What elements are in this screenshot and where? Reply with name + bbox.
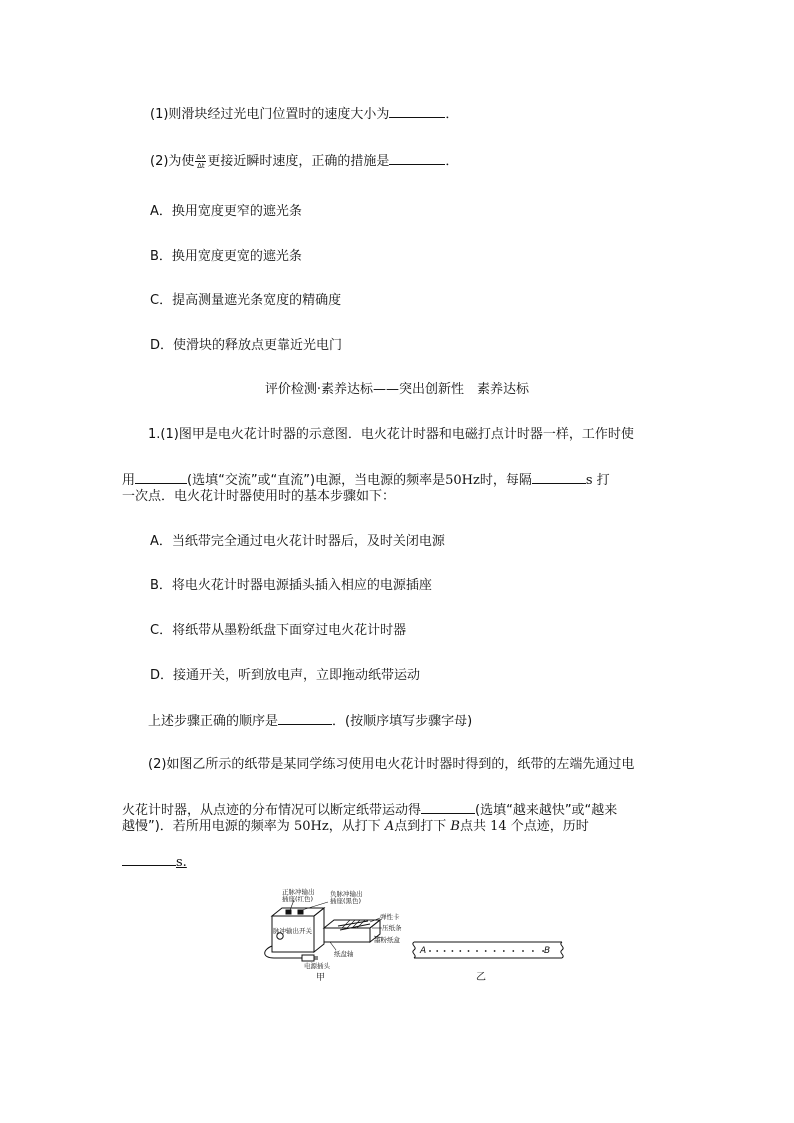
label-spring-card: 弹性卡 bbox=[380, 913, 400, 921]
tape-dot bbox=[494, 950, 496, 952]
question-text: (1)则滑块经过光电门位置时的速度大小为 bbox=[150, 107, 390, 122]
timer-box-side bbox=[314, 908, 324, 952]
tape-dot bbox=[476, 950, 478, 952]
question-text: 火花计时器，从点迹的分布情况可以断定纸带运动得 bbox=[122, 803, 422, 818]
question-text: 上述步骤正确的顺序是 bbox=[148, 714, 279, 729]
label-toner-disc: 墨粉纸盒 bbox=[374, 936, 400, 944]
tape-dot bbox=[485, 950, 487, 952]
frequency-value: 50Hz bbox=[293, 819, 329, 834]
point-label: A bbox=[384, 819, 395, 834]
label-press-strip: 压纸条 bbox=[382, 924, 402, 932]
question-text: 个点迹，历时 bbox=[510, 819, 589, 834]
question-text: 越慢”)．若所用电源的频率为 bbox=[122, 819, 290, 834]
q2-line-3 bbox=[122, 818, 589, 836]
question-part-1 bbox=[150, 104, 458, 124]
caption-jia: 甲 bbox=[316, 973, 326, 983]
tape-dot bbox=[452, 950, 454, 952]
figure-jia-spark-timer bbox=[258, 888, 418, 984]
fraction bbox=[195, 153, 206, 170]
label-pos-out-2: 插座(红色) bbox=[282, 895, 314, 903]
tape-point-a: A bbox=[420, 946, 427, 956]
question-text: 用 bbox=[122, 473, 136, 488]
tape-dot bbox=[532, 950, 534, 952]
figure-yi-paper-tape bbox=[408, 936, 568, 984]
unit-text: s. bbox=[176, 855, 187, 870]
fraction-numerator: Δx bbox=[196, 153, 206, 161]
tape-torn-right bbox=[561, 942, 563, 958]
question-text: (2)为使 bbox=[150, 154, 195, 169]
q1-line-2 bbox=[122, 470, 610, 490]
step-d: D．接通开关，听到放电声，立即拖动纸带运动 bbox=[150, 668, 421, 683]
q2-line-1: (2)如图乙所示的纸带是某同学练习使用电火花计时器时得到的，纸带的左端先通过电 bbox=[148, 757, 635, 772]
question-text: 更接近瞬时速度，正确的措施是 bbox=[207, 154, 390, 169]
option-a: A．换用宽度更窄的遮光条 bbox=[150, 204, 302, 219]
unit-text: s bbox=[585, 473, 593, 488]
q1-order-line bbox=[148, 711, 472, 731]
label-neg-out-1: 负脉冲输出 bbox=[330, 890, 363, 898]
section-title: 评价检测·素养达标——突出创新性 素养达标 bbox=[264, 382, 530, 397]
answer-blank[interactable] bbox=[421, 800, 475, 814]
tape-dot bbox=[444, 950, 446, 952]
answer-blank[interactable] bbox=[389, 151, 445, 165]
question-text: ． bbox=[445, 107, 459, 122]
answer-blank[interactable] bbox=[135, 470, 187, 484]
platform-front bbox=[324, 928, 370, 942]
question-text: 时，每隔 bbox=[479, 473, 532, 488]
question-text: (选填“越来越快”或“越来 bbox=[475, 803, 618, 818]
count-value: 14 bbox=[490, 819, 507, 834]
answer-blank[interactable] bbox=[278, 711, 332, 725]
tape-dot bbox=[459, 950, 461, 952]
tape-dot bbox=[503, 950, 505, 952]
label-pulse-switch: 脉冲输出开关 bbox=[273, 927, 312, 935]
socket-black bbox=[298, 910, 303, 914]
tape-torn-left bbox=[413, 942, 415, 958]
toner-disc-hatch bbox=[342, 920, 365, 928]
question-text: 打 bbox=[596, 473, 610, 488]
step-b: B．将电火花计时器电源插头插入相应的电源插座 bbox=[150, 578, 432, 593]
q2-line-2 bbox=[122, 800, 617, 820]
question-text: (选填“交流”或“直流”)电源，当电源的频率是 bbox=[187, 473, 446, 488]
answer-blank[interactable] bbox=[122, 852, 176, 866]
socket-red bbox=[286, 910, 291, 914]
question-text: ． bbox=[445, 154, 459, 169]
power-plug bbox=[302, 955, 314, 961]
question-text: ，从打下 bbox=[328, 819, 381, 834]
answer-blank[interactable] bbox=[532, 470, 586, 484]
tape-point-b: B bbox=[544, 946, 551, 956]
tape-dot bbox=[522, 950, 524, 952]
option-b: B．换用宽度更宽的遮光条 bbox=[150, 249, 302, 264]
tape-dot bbox=[429, 950, 431, 952]
caption-yi: 乙 bbox=[476, 972, 486, 983]
label-pos-out-1: 正脉冲输出 bbox=[282, 888, 315, 896]
option-d: D．使滑块的释放点更靠近光电门 bbox=[150, 338, 343, 353]
label-plug: 电源插头 bbox=[304, 962, 330, 970]
tape-dot bbox=[512, 950, 514, 952]
q1-line-1: 1.(1)图甲是电火花计时器的示意图．电火花计时器和电磁打点计时器一样，工作时使 bbox=[148, 427, 634, 442]
q2-line-4 bbox=[122, 852, 187, 872]
question-text: 点共 bbox=[459, 819, 486, 834]
tape-dot bbox=[436, 950, 438, 952]
step-a: A．当纸带完全通过电火花计时器后，及时关闭电源 bbox=[150, 534, 445, 549]
step-c: C．将纸带从墨粉纸盘下面穿过电火花计时器 bbox=[150, 623, 407, 638]
point-label: B bbox=[450, 819, 460, 834]
q1-line-3: 一次点．电火花计时器使用时的基本步骤如下： bbox=[122, 489, 396, 504]
frequency-value: 50Hz bbox=[445, 473, 480, 488]
question-text: 点到打下 bbox=[394, 819, 447, 834]
answer-blank[interactable] bbox=[389, 104, 445, 118]
label-neg-out-2: 插座(黑色) bbox=[330, 897, 362, 905]
pointer-line bbox=[330, 942, 336, 950]
question-part-2 bbox=[150, 151, 458, 171]
option-c: C．提高测量遮光条宽度的精确度 bbox=[150, 293, 342, 308]
tape-dot bbox=[468, 950, 470, 952]
question-text: ．(按顺序填写步骤字母) bbox=[332, 714, 473, 729]
fraction-denominator: Δt bbox=[197, 162, 205, 170]
label-paper-axis: 纸盘轴 bbox=[334, 950, 354, 958]
